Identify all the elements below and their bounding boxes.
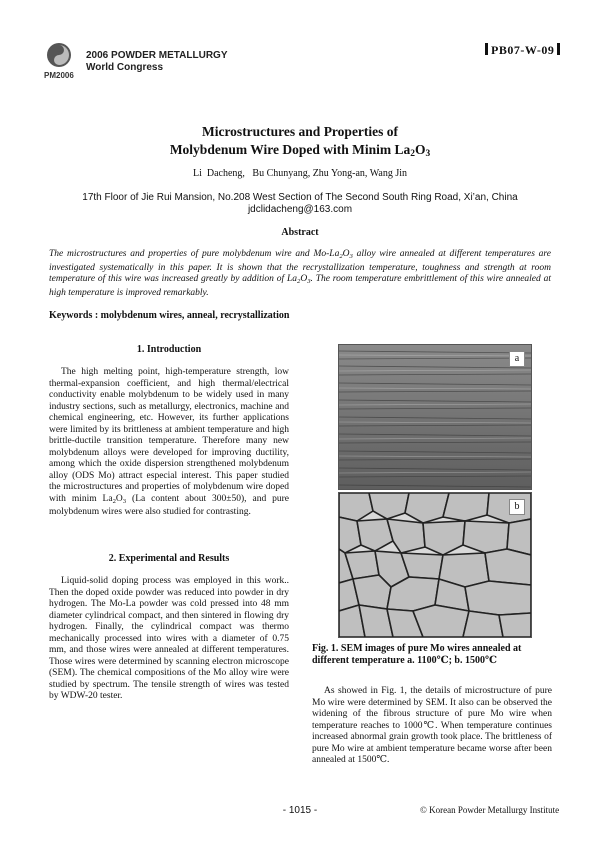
figure-caption: Fig. 1. SEM images of pure Mo wires annealed at different temperature a. 1100℃; b. 1500℃ [312, 643, 522, 666]
section-2-paragraph: Liquid-solid doping process was employed in this work.. Then the doped oxide powder was reduced into powder in dry hydrogen. The Mo-La powder was cold pressed into 48 mm diameter cylindrical compact, and then sintered in flowing dry hydrogen. Finally, the cylindrical compact was thermo mechanically processed into wires with a diameter of 0.75 mm, and those wires were annealed at different temperatures. Those wires were determined by scanning electron microscope (SEM). The chemical compositions of the Mo alloy wire were studied by spectrum. The tensile strength of wires was tested by WDW-20 tester. [49, 576, 289, 701]
section-1-paragraph: The high melting point, high-temperature strength, low thermal-expansion coefficient, and high thermal/electrical conductivity enable molybdenum to be widely used in many industry sections, such as metallurgy, electronics, machine and chemical engineering, etc. However, its further applications were limited by its brittleness at ambient temperature and high brittle-ductile transition temperature. Therefore many new molybdenum alloys were developed for improving ductility, among which the oxide dispersion strengthened molybdenum alloy (ODS Mo) attract especial interest. This paper studied the microstructures and properties of molybdenum wire doped with minim $La_2O_3$ (La content about 300±50), and pure molybdenum wires were also studied for contrasting. [49, 367, 290, 517]
paper-code-text: PB07-W-09 [491, 43, 555, 57]
paper-code [482, 43, 563, 58]
keywords: Keywords : molybdenum wires, anneal, recrystallization [49, 310, 290, 321]
affiliation-email: jdclidacheng@163.com [247, 204, 353, 215]
section-2-heading: 2. Experimental and Results [108, 553, 230, 564]
affiliation [0, 192, 600, 216]
page-number: - 1015 - [282, 805, 318, 816]
pm-logo-icon [46, 42, 72, 68]
authors: Li Dacheng, Bu Chunyang, Zhu Yong-an, Wang Jin [193, 168, 407, 179]
paper-title [0, 123, 600, 163]
copyright: © Korean Powder Metallurgy Institute [420, 805, 560, 815]
abstract-heading: Abstract [281, 227, 319, 238]
logo-text: PM2006 [44, 71, 74, 80]
fibrous-structure-image [339, 345, 531, 489]
figure-label-b: b [509, 499, 525, 515]
right-paragraph: As showed in Fig. 1, the details of microstructure of pure Mo wire were determined by SEM. It also can be observed the widening of the fibrous structure of pure Mo wire when temperature reaches to 1000℃. When temperature continues increased abnormal grain growth took place. The brittleness of pure Mo wire at ambient temperature became worse after been annealed at 1500℃. [312, 686, 552, 765]
grain-structure-image [339, 493, 531, 637]
conference-name [86, 50, 228, 74]
section-1-heading: 1. Introduction [136, 344, 202, 355]
title-line-1: Microstructures and Properties of [201, 124, 399, 139]
figure-label-a: a [509, 351, 525, 367]
affiliation-address: 17th Floor of Jie Rui Mansion, No.208 West Section of The Second South Ring Road, Xi’an, China [82, 192, 518, 203]
abstract-text: The microstructures and properties of pure molybdenum wire and $Mo-La_2O_3$ alloy wire annealed at different temperatures are investigated systematically in this paper. It is shown that the recrystallization temperature, toughness and strength at room temperature of this wire was increased greatly by addition of $La_2O_3$. The room temperature embrittlement of this wire annealed at high temperature is improved remarkably. [49, 249, 551, 298]
conference-title: 2006 POWDER METALLURGY [86, 50, 228, 61]
sem-image-b [338, 492, 532, 638]
title-line-2: Molybdenum Wire Doped with Minim $La_2O_3$ [169, 142, 431, 159]
sem-image-a [338, 344, 532, 490]
conference-subtitle: World Congress [86, 62, 164, 73]
